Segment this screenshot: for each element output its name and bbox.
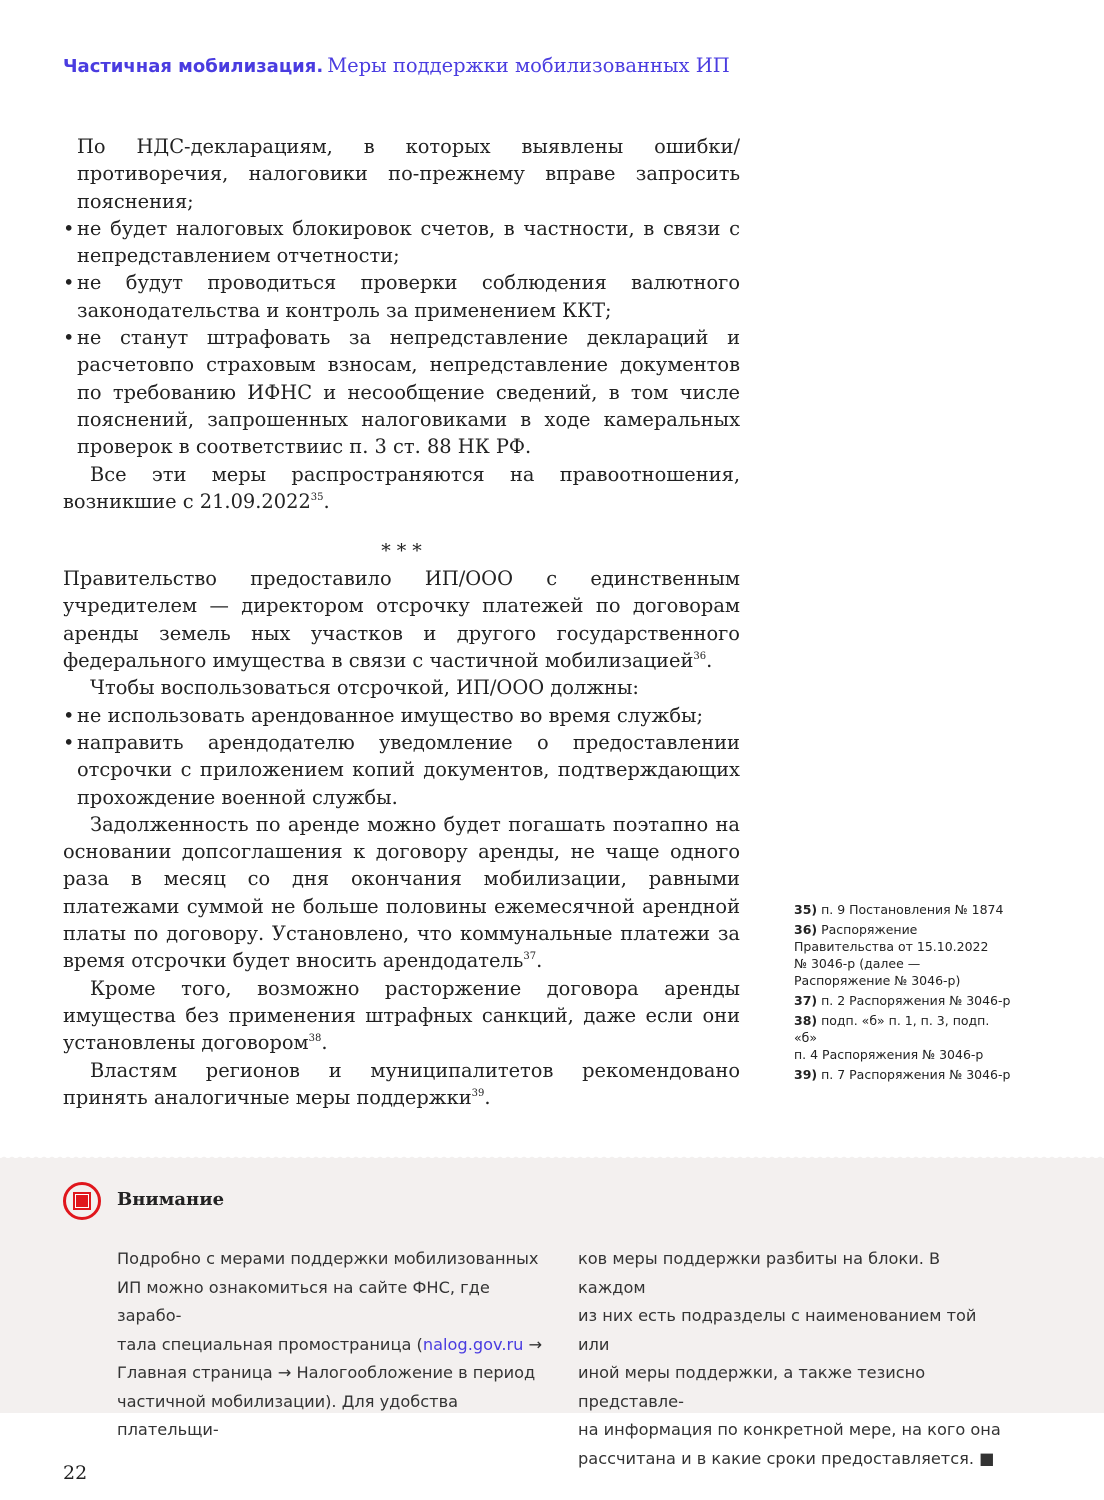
page-number: 22 [63,1462,88,1484]
bullet-icon: • [63,730,75,754]
footnote-35: 35) п. 9 Постановления № 1874 [794,902,1004,917]
paragraph-debt: Задолженность по аренде можно будет погашать поэтапно на основании допсоглашения к договору аренды, не чаще одного раза в месяц со дня окончания мобилизации, равными платежами суммой не больше половины ежемесячной арендной платы по договору. Установлено, что коммунальные платежи за время отсрочки будет вносить арендодатель$^{37}$. [63,812,740,973]
bullet-item: • не станут штрафовать за непредставление деклараций и расчетовпо страховым взносам, непредставление документов по требованию ИФНС и несообщение сведений, в том числе пояснений, запрошенных налоговиками в ходе камеральных проверок в соответствиис п. 3 ст. 88 НК РФ. [63,326,741,459]
bullet-item: • направить арендодателю уведомление о предоставлении отсрочки с приложением копий документов, подтверждающих прохождение военной службы. [63,730,740,809]
footnotes [794,901,1016,1086]
main-text [63,133,740,1111]
bullet-icon: • [63,216,75,240]
paragraph-how-to-use: Чтобы воспользоваться отсрочкой, ИП/ООО должны: [90,676,639,700]
bullet-icon: • [63,326,75,350]
paragraph-regions: Властям регионов и муниципалитетов рекомендовано принять аналогичные меры поддержки$^{39}$. [63,1058,740,1109]
attention-column-2: ков меры поддержки разбиты на блоки. В каждом из них есть подразделы с наименованием той или иной меры поддержки, а также тезисно представле- на информация по конкретной мере, на кого она рассчитана и в какие сроки предоставляется. ■ [578,1249,1001,1468]
paragraph-all-measures: Все эти меры распространяются на правоотношения, возникшие с 21.09.2022$^{35}$. [63,462,740,513]
running-header [63,54,730,77]
alert-stop-icon [63,1182,101,1220]
paragraph-termination: Кроме того, возможно расторжение договора аренды имущества без применения штрафных санкций, даже если они установлены договором$^{38}$. [63,976,740,1055]
attention-column-1: Подробно с мерами поддержки мобилизованных ИП можно ознакомиться на сайте ФНС, где зарабо- тала специальная промостраница (nalog.gov.ru → Главная страница → Налогообложение в период частичной мобилизации). Для удобства плательщи- [117,1249,543,1439]
bullet-item: • не будет налоговых блокировок счетов, в частности, в связи с непредставлением отчетности; [63,216,740,268]
footnote-37: 37) п. 2 Распоряжения № 3046-р [794,993,1011,1008]
footnote-ref-39[interactable]: 39 [471,1087,485,1099]
header-section: Частичная мобилизация. [63,56,324,77]
attention-title: Внимание [117,1189,225,1210]
footnote-36: 36) Распоряжение Правительства от 15.10.2022 № 3046-р (далее — Распоряжение № 3046-р) [794,922,989,988]
footnote-38: 38) подп. «б» п. 1, п. 3, подп. «б» п. 4 Распоряжения № 3046-р [794,1013,990,1062]
footnote-ref-35[interactable]: 35 [310,491,324,503]
bullet-item: • не использовать арендованное имущество во время службы; [63,702,740,729]
bullet-icon: • [63,271,75,295]
bullet-item: • не будут проводиться проверки соблюдения валютного законодательства и контроль за применением ККТ; [63,271,740,322]
footnote-ref-36[interactable]: 36 [693,651,707,663]
intro-paragraph: По НДС-декларациям, в которых выявлены ошибки/противоречия, налоговики по-прежнему вправе запросить пояснения; [77,135,740,213]
nalog-link[interactable]: nalog.gov.ru [422,1334,524,1354]
section-divider: * * * [381,540,422,563]
footnote-ref-37[interactable]: 37 [523,951,537,963]
header-subtitle: Меры поддержки мобилизованных ИП [327,54,730,77]
footnote-39: 39) п. 7 Распоряжения № 3046-р [794,1067,1011,1082]
paragraph-government: Правительство предоставило ИП/ООО с единственным учредителем — директором отсрочку платежей по договорам аренды земель ных участков и другого государственного федерального имущества в связи с частичной мобилизацией$^{36}$. [63,567,740,673]
footnote-ref-38[interactable]: 38 [308,1033,322,1045]
bullet-icon: • [63,703,75,727]
